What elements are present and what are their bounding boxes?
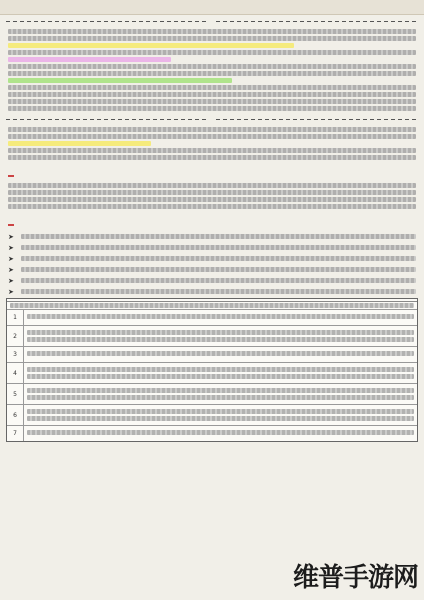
table-row: 2 — [7, 325, 417, 346]
list-item — [8, 232, 416, 241]
list-item — [8, 287, 416, 296]
list-item — [8, 265, 416, 274]
arrow-icon: ➤ — [8, 287, 14, 296]
items-table — [6, 298, 418, 442]
watermark-logo: 维普手游网 — [292, 563, 418, 593]
subheading-row — [6, 113, 418, 125]
list-item — [8, 254, 416, 263]
list-item — [8, 276, 416, 285]
table-row: 1 — [7, 309, 417, 325]
table-row: 3 — [7, 346, 417, 362]
arrow-icon: ➤ — [8, 276, 14, 285]
intro-label — [8, 175, 14, 177]
table-row: 7 — [7, 425, 417, 441]
menpai-label — [8, 224, 14, 226]
menpai-list — [8, 211, 416, 296]
list-item — [8, 243, 416, 252]
menpai-intro-block — [8, 162, 416, 209]
tips-block — [8, 29, 416, 111]
arrow-icon: ➤ — [8, 254, 14, 263]
guide-block — [8, 127, 416, 160]
arrow-icon: ➤ — [8, 243, 14, 252]
arrow-icon: ➤ — [8, 265, 14, 274]
arrow-icon: ➤ — [8, 232, 14, 241]
table-row: 4 — [7, 362, 417, 383]
table-row: 5 — [7, 383, 417, 404]
table-row: 6 — [7, 404, 417, 425]
page-header-bar — [0, 0, 424, 15]
table-title — [7, 299, 417, 302]
main-heading-row — [6, 15, 418, 27]
